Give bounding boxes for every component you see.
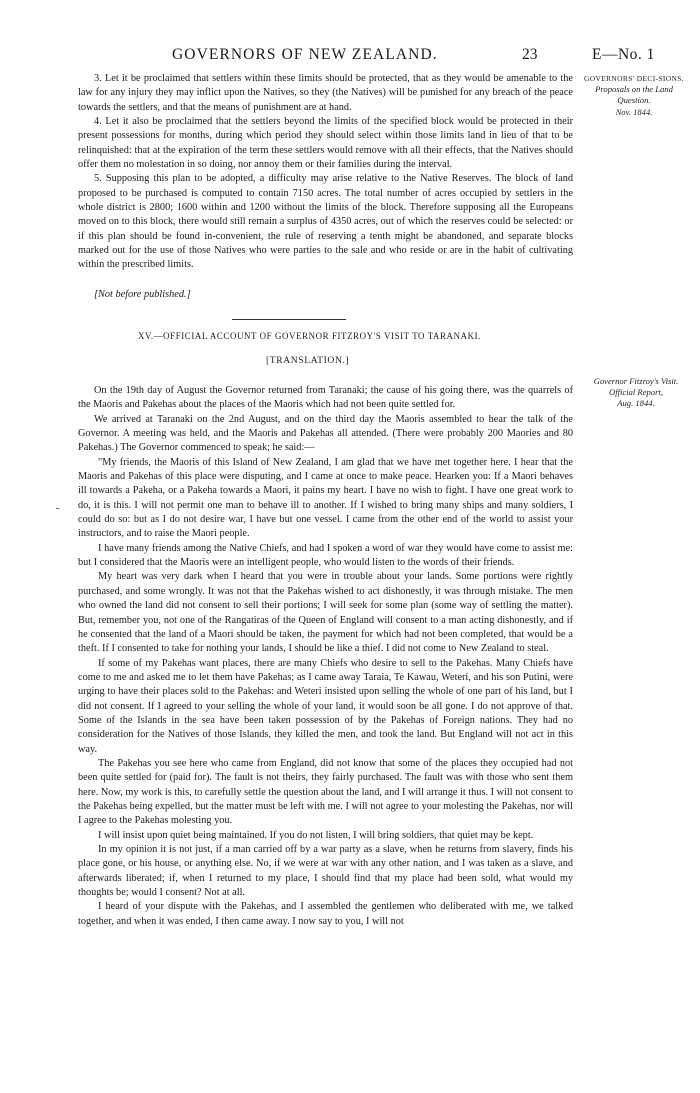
margin-note-date: Aug. 1844.: [617, 398, 655, 409]
paragraph: I will insist upon quiet being maintained. If you do not listen, I will bring soldiers, that quiet may be kept.: [98, 829, 534, 841]
margin-note-fitzroy-visit: [584, 376, 688, 410]
margin-mark: -: [56, 503, 60, 514]
margin-note-subject: Governor Fitzroy's Visit.: [593, 376, 679, 386]
margin-note-heading: GOVERNORS' DECI-SIONS.: [583, 74, 685, 83]
publication-note: [Not before published.]: [94, 289, 191, 300]
paragraph: The Pakehas you see here who came from England, did not know that some of the places they occupied had not been quite settled for (paid for). The fault is not theirs, they fairly purchased. The fault was with those who sent them here. Now, my work is this, to carefully settle the question about the land, and I will arrange it thus. I will not consent to the Pakehas being expelled, but the matter must be left with me. I will not agree to your molesting the Pakehas, nor will I agree to the Pakehas molesting you.: [78, 757, 573, 827]
margin-note-land-question: [582, 73, 686, 118]
paragraph: If some of my Pakehas want places, there are many Chiefs who desire to sell to the Pakehas. Many Chiefs have come to me and asked me to let them have Pakehas; as I came away Taraia, Te Kawau, Weteri, and his son Putini, were urging to have their places sold to the Pakehas: and Weteri insisted upon selling the whole of one part of his land, but I did not consent. If I agreed to your selling the whole of your land, it would soon be all gone. I do not approve of that. Some of the Islands in the sea have been taken possession of by the Pakehas of Foreign nations. They had no consideration for the Natives of those Islands, they killed the men, and took the land. But England will not act in this way.: [78, 657, 573, 755]
paragraph: We arrived at Taranaki on the 2nd August, and on the third day the Maoris assembled to hear the talk of the Governor. A meeting was held, and the Maoris and Pakehas all attended. (There were probably 200 Maories and 80 Pakehas.) The Governor commenced to speak; he said:—: [78, 413, 573, 454]
section-heading: XV.—OFFICIAL ACCOUNT OF GOVERNOR FITZROY'S VISIT TO TARANAKI.: [138, 331, 481, 341]
paragraph: I heard of your dispute with the Pakehas, and I assembled the gentlemen who deliberated with me, we talked together, and when it was ended, I then came away. I now say to you, I will not: [78, 901, 573, 927]
paragraph: 3. Let it be proclaimed that settlers within these limits should be protected, that as they would be amenable to the law for any injury they may inflict upon the Natives, so they (the Natives) will be punished for any breach of the peace towards the settlers, and that the means of punishment are at hand.: [78, 73, 573, 113]
paragraph: In my opinion it is not just, if a man carried off by a war party as a slave, when he returns from slavery, finds his place gone, or his house, or anything else. No, if we were at war with any other nation, and I was taken as a slave, and afterwards liberated; if, when I returned to my place, I should find that my place had been sold, what would my thoughts be; would I consent? Not at all.: [78, 844, 573, 899]
paragraph: On the 19th day of August the Governor returned from Taranaki; the cause of his going there, was the quarrels of the Maoris and Pakehas about the places of the Maoris which had not been quite settled for.: [78, 385, 573, 411]
proposals-text: [78, 72, 573, 273]
page-number: 23: [522, 46, 538, 63]
running-title: GOVERNORS OF NEW ZEALAND.: [172, 46, 438, 63]
margin-note-date: Nov. 1844.: [615, 106, 653, 117]
fitzroy-account-text: [78, 384, 573, 929]
margin-note-source: Official Report,: [609, 387, 663, 398]
margin-note-topic: Proposals on the Land Question.: [595, 84, 673, 106]
paragraph: 5. Supposing this plan to be adopted, a difficulty may arise relative to the Native Reserves. The block of land proposed to be purchased is computed to contain 7150 acres. The total number of acres occupied by settlers in the whole district is 2800; 1600 within and 1200 without the limits of the block. Therefore supposing all the Europeans moved on to this block, there would still remain a surplus of 4350 acres, out of which the reserves could be selected: or if this plan should be found in-convenient, the rule of reserving a tenth might be abandoned, and separate blocks marked out for the use of those Natives who were parties to the sale and who reside or are in the habit of cultivating within the prescribed limits.: [78, 173, 573, 271]
translation-label: [TRANSLATION.]: [266, 355, 350, 366]
paragraph: "My friends, the Maoris of this Island of New Zealand, I am glad that we have met together here. I hear that the Maoris and Pakehas of this place were disputing, and I came at once to make peace. Hearken you: If a Maori behaves ill towards a Pakeha, or a Pakeha towards a Maori, it pains my heart. I have no wish to fight. I have one great work to do, it is this. I will not permit one man to behave ill to another. If I wished to bring many ships and many soldiers, I could do so: but as I do not desire war, I have but one vessel. I came from the other end of the world to assist your instructors, and to raise the Maori people.: [78, 456, 573, 540]
paragraph: 4. Let it also be proclaimed that the settlers beyond the limits of the specified block would be protected in their present possessions for months, during which period they should select within those limits land in lieu of that to be relinquished: that at the expiration of the term these settlers would remove with all their effects, that the Natives should offer them no molestation in so doing, nor annoy them or their families during the interval.: [78, 116, 573, 171]
paragraph: I have many friends among the Native Chiefs, and had I spoken a word of war they would have come to assist me: but I considered that the Maoris were an intelligent people, who would listen to the words of their friends.: [78, 542, 573, 569]
paragraph: My heart was very dark when I heard that you were in trouble about your lands. Some portions were rightly purchased, and some wrongly. It was not that the Pakehas wished to act dishonestly, it was through mistake. The men who owned the land did not consent to sell their portions; I will seek for some plan (some way of settling the matter). But, remember you, not one of the Rangatiras of the Queen of England will consent to a man acting dishonestly, and if he consented that the land of a Maori should be taken, the payment for which had not been completed, that would be a theft. If I consented to take for nothing your lands, I should be like a thief. I did not come to New Zealand to steal.: [78, 571, 573, 655]
section-divider: [232, 319, 346, 320]
document-code: E—No. 1: [592, 46, 655, 63]
